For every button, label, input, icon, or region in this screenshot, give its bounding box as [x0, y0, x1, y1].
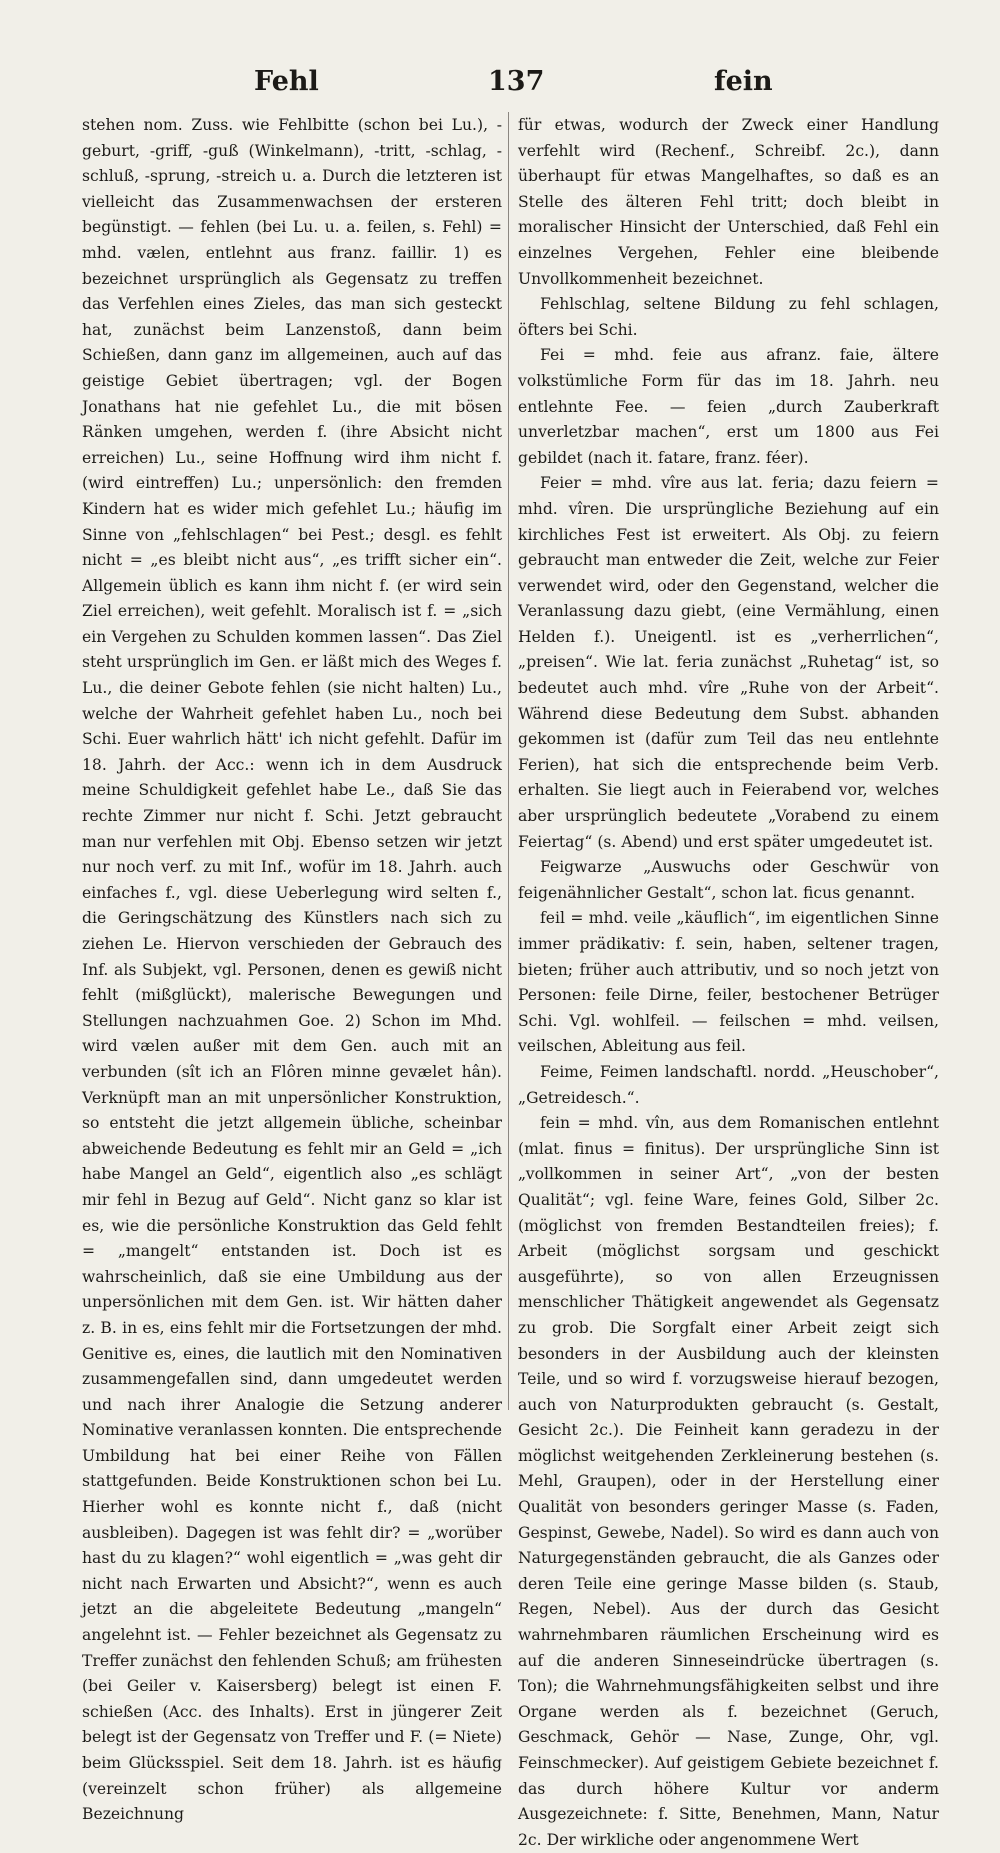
entry-feil: feil = mhd. veile „käuflich“, im eigentlichen Sinne immer prädikativ: f. sein, haben, seltener tragen, bieten; früher auch attributiv, und so noch jetzt von Personen: feile Dirne, feiler, bestochener Betrüger Schi. Vgl. wohlfeil. — feilschen = mhd. veilsen, veilschen, Ableitung aus feil. [518, 909, 939, 1056]
entry-feigwarze: Feigwarze „Auswuchs oder Geschwür von feigenähnlicher Gestalt“, schon lat. ficus genannt. [518, 858, 939, 902]
entry-fehler-continued: für etwas, wodurch der Zweck einer Handlung verfehlt wird (Rechenf., Schreibf. 2c.), dann überhaupt für etwas Mangelhaftes, so daß es an Stelle des älteren Fehl tritt; doch bleibt in moralischer Hinsicht der Unterschied, daß Fehl ein einzelnes Vergehen, Fehler eine bleibende Unvollkommenheit bezeichnet. [518, 116, 939, 288]
entry-fehl-continued: stehen nom. Zuss. wie Fehlbitte (schon bei Lu.), -geburt, -griff, -guß (Winkelmann), -tritt, -schlag, -schluß, -sprung, -streich u. a. Durch die letzteren ist vielleicht das Zusammenwachsen der ersteren begünstigt. — fehlen (bei Lu. u. a. feilen, s. Fehl) = mhd. vælen, entlehnt aus franz. faillir. 1) es bezeichnet ursprünglich als Gegensatz zu treffen das Verfehlen eines Zieles, das man sich gesteckt hat, zunächst beim Lanzenstoß, dann beim Schießen, dann ganz im allgemeinen, auch auf das geistige Gebiet übertragen; vgl. der Bogen Jonathans hat nie gefehlet Lu., die mit bösen Ränken umgehen, werden f. (ihre Absicht nicht erreichen) Lu., seine Hoffnung wird ihm nicht f. (wird eintreffen) Lu.; unpersönlich: den fremden Kindern hat es wider mich gefehlet Lu.; häufig im Sinne von „fehlschlagen“ bei Pest.; desgl. es fehlt nicht = „es bleibt nicht aus“, „es trifft sicher ein“. Allgemein üblich es kann ihm nicht f. (er wird sein Ziel erreichen), weit gefehlt. Moralisch ist f. = „sich ein Vergehen zu Schulden kommen lassen“. Das Ziel steht ursprünglich im Gen. er läßt mich des Weges f. Lu., die deiner Gebote fehlen (sie nicht halten) Lu., welche der Wahrheit gefehlet haben Lu., noch bei Schi. Euer wahrlich hätt' ich nicht gefehlt. Dafür im 18. Jahrh. der Acc.: wenn ich in dem Ausdruck meine Schuldigkeit gefehlet habe Le., daß Sie das rechte Zimmer nur nicht f. Schi. Jetzt gebraucht man nur verfehlen mit Obj. Ebenso setzen wir jetzt nur noch verf. zu mit Inf., wofür im 18. Jahrh. auch einfaches f., vgl. diese Ueberlegung wird selten f., die Geringschätzung des Künstlers nach sich zu ziehen Le. Hiervon verschieden der Gebrauch des Inf. als Subjekt, vgl. Personen, denen es gewiß nicht fehlt (mißglückt), malerische Bewegungen und Stellungen nachzuahmen Goe. 2) Schon im Mhd. wird vælen außer mit dem Gen. auch mit an verbunden (sît ich an Flôren minne gevælet hân). Verknüpft man an mit unpersönlicher Konstruktion, so entsteht die jetzt allgemein übliche, scheinbar abweichende Bedeutung es fehlt mir an Geld = „ich habe Mangel an Geld“, eigentlich also „es schlägt mir fehl in Bezug auf Geld“. Nicht ganz so klar ist es, wie die persönliche Konstruktion das Geld fehlt = „mangelt“ entstanden ist. Doch ist es wahrscheinlich, daß sie eine Umbildung aus der unpersönlichen mit dem Gen. ist. Wir hätten daher z. B. in es, eins fehlt mir die Fortsetzungen der mhd. Genitive es, eines, die lautlich mit den Nominativen zusammengefallen sind, dann umgedeutet werden und nach ihrer Analogie die Setzung anderer Nominative veranlassen konnten. Die entsprechende Umbildung hat bei einer Reihe von Fällen stattgefunden. Beide Konstruktionen schon bei Lu. Hierher wohl es konnte nicht f., daß (nicht ausbleiben). Dagegen ist was fehlt dir? = „worüber hast du zu klagen?“ wohl eigentlich = „was geht dir nicht nach Erwarten und Absicht?“, wenn es auch jetzt an die abgeleitete Bedeutung „mangeln“ angelehnt ist. — Fehler bezeichnet als Gegensatz zu Treffer zunächst den fehlenden Schuß; am frühesten (bei Geiler v. Kaisersberg) belegt ist einen F. schießen (Acc. des Inhalts). Erst in jüngerer Zeit belegt ist der Gegensatz von Treffer und F. (= Niete) beim Glücksspiel. Seit dem 18. Jahrh. ist es häufig (vereinzelt schon früher) als allgemeine Bezeichnung [82, 116, 502, 1824]
page-number: 137 [488, 66, 545, 97]
entry-fei: Fei = mhd. feie aus afranz. faie, ältere volkstümliche Form für das im 18. Jahrh. neu entlehnte Fee. — feien „durch Zauberkraft unverletzbar machen“, erst um 1800 aus Fei gebildet (nach it. fatare, franz. féer). [518, 346, 939, 467]
left-column [82, 113, 502, 1828]
running-header [82, 66, 940, 106]
header-left-keyword: Fehl [254, 66, 319, 97]
header-right-keyword: fein [714, 66, 773, 97]
entry-fein: fein = mhd. vîn, aus dem Romanischen entlehnt (mlat. finus = finitus). Der ursprüngliche Sinn ist „vollkommen in seiner Art“, „von der besten Qualität“; vgl. feine Ware, feines Gold, Silber 2c. (möglichst von fremden Bestandteilen freies); f. Arbeit (möglichst sorgsam und geschickt ausgeführte), so von allen Erzeugnissen menschlicher Thätigkeit angewendet als Gegensatz zu grob. Die Sorgfalt einer Arbeit zeigt sich besonders in der Ausbildung auch der kleinsten Teile, und so wird f. vorzugsweise hierauf bezogen, auch von Naturprodukten gebraucht (s. Gestalt, Gesicht 2c.). Die Feinheit kann geradezu in der möglichst weitgehenden Zerkleinerung bestehen (s. Mehl, Graupen), oder in der Herstellung einer Qualität von besonders geringer Masse (s. Faden, Gespinst, Gewebe, Nadel). So wird es dann auch von Naturgegenständen gebraucht, die als Ganzes oder deren Teile eine geringe Masse bilden (s. Staub, Regen, Nebel). Aus der durch das Gesicht wahrnehmbaren räumlichen Erscheinung wird es auf die anderen Sinneseindrücke übertragen (s. Ton); die Wahrnehmungsfähigkeiten selbst und ihre Organe werden als f. bezeichnet (Geruch, Geschmack, Gehör — Nase, Zunge, Ohr, vgl. Feinschmecker). Auf geistigem Gebiete bezeichnet f. das durch höhere Kultur vor anderm Ausgezeichnete: f. Sitte, Benehmen, Mann, Natur 2c. Der wirkliche oder angenommene Wert [518, 1114, 939, 1849]
entry-fehlschlag: Fehlschlag, seltene Bildung zu fehl schlagen, öfters bei Schi. [518, 295, 939, 339]
right-column [518, 113, 939, 1853]
entry-feier: Feier = mhd. vîre aus lat. feria; dazu feiern = mhd. vîren. Die ursprüngliche Beziehung auf ein kirchliches Fest ist erweitert. Als Obj. zu feiern gebraucht man entweder die Zeit, welche zur Feier verwendet wird, oder den Gegenstand, welcher die Veranlassung dazu giebt, (eine Vermählung, einen Helden f.). Uneigentl. ist es „verherrlichen“, „preisen“. Wie lat. feria zunächst „Ruhetag“ ist, so bedeutet auch mhd. vîre „Ruhe von der Arbeit“. Während diese Bedeutung dem Subst. abhanden gekommen ist (dafür zum Teil das neu entlehnte Ferien), hat sich die entsprechende beim Verb. erhalten. Sie liegt auch in Feierabend vor, welches aber ursprünglich bedeutete „Vorabend zu einem Feiertag“ (s. Abend) und erst später umgedeutet ist. [518, 474, 939, 851]
column-divider [508, 112, 509, 1410]
entry-feime: Feime, Feimen landschaftl. nordd. „Heuschober“, „Getreidesch.“. [518, 1062, 939, 1107]
